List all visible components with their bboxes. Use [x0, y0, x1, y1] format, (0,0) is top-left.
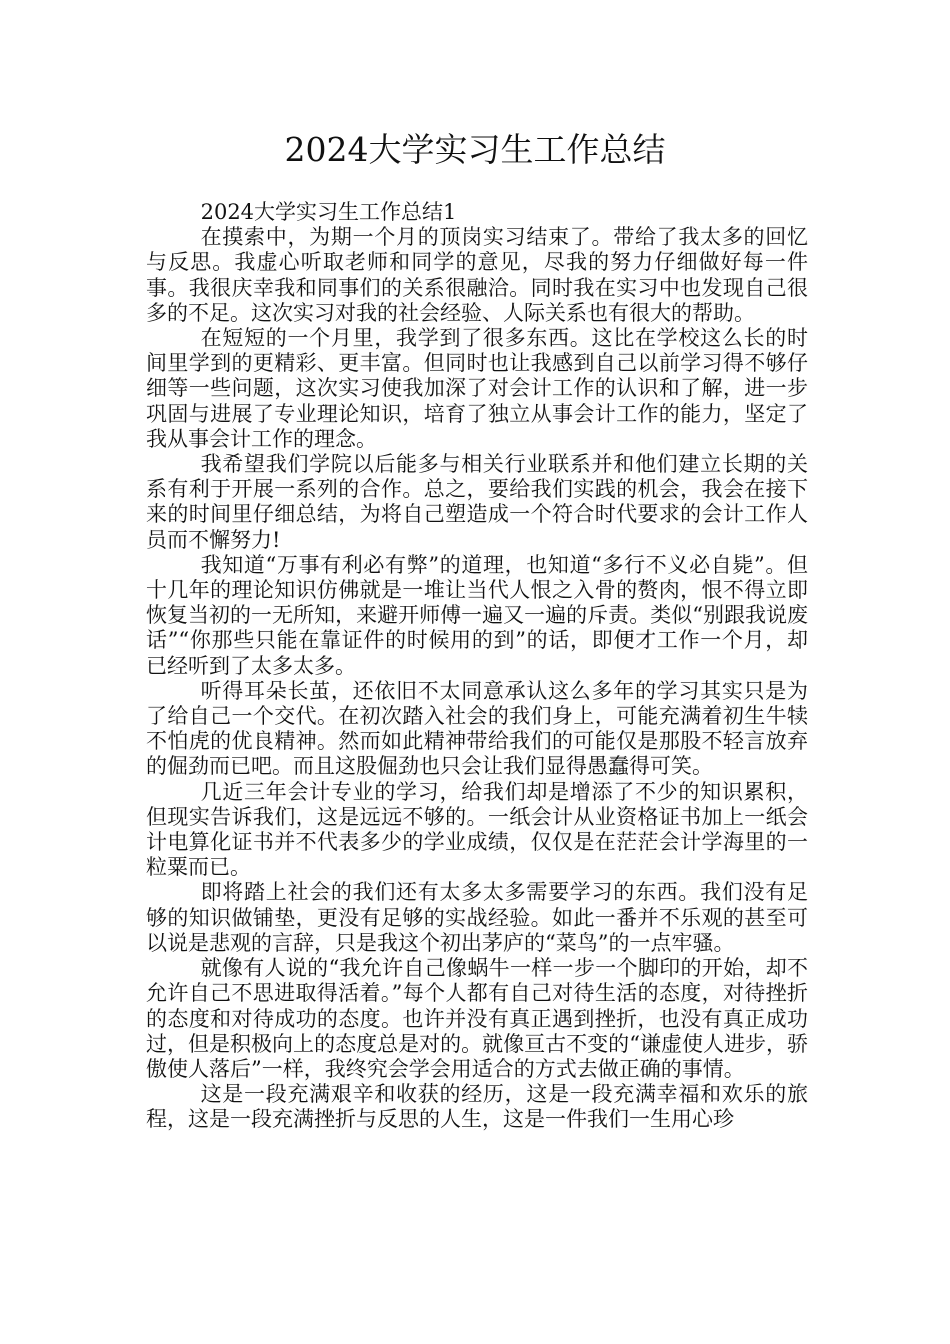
paragraph-1: 在摸索中，为期一个月的顶岗实习结束了。带给了我太多的回忆与反思。我虚心听取老师和同学的意见，尽我的努力仔细做好每一件事。我很庆幸我和同事们的关系很融洽。同时我在实习中也发现自己很多的不足。这次实习对我的社会经验、人际关系也有很大的帮助。 — [146, 225, 808, 325]
paragraph-4: 我知道“万事有利必有弊”的道理，也知道“多行不义必自毙”。但十几年的理论知识仿佛就是一堆让当代人恨之入骨的赘肉，恨不得立即恢复当初的一无所知，来避开师傅一遍又一遍的斥责。类似“别跟我说废话”“你那些只能在靠证件的时候用的到”的话，即便才工作一个月，却已经听到了太多太多。 — [146, 552, 808, 678]
paragraph-6: 几近三年会计专业的学习，给我们却是增添了不少的知识累积，但现实告诉我们，这是远远不够的。一纸会计从业资格证书加上一纸会计电算化证书并不代表多少的学业成绩，仅仅是在茫茫会计学海里的一粒粟而已。 — [146, 779, 808, 880]
document-title: 2024大学实习生工作总结 — [284, 130, 666, 169]
section-heading: 2024大学实习生工作总结1 — [200, 200, 457, 224]
paragraph-9: 这是一段充满艰辛和收获的经历，这是一段充满幸福和欢乐的旅程，这是一段充满挫折与反思的人生，这是一件我们一生用心珍 — [146, 1082, 808, 1132]
paragraph-7: 即将踏上社会的我们还有太多太多需要学习的东西。我们没有足够的知识做铺垫，更没有足够的实战经验。如此一番并不乐观的甚至可以说是悲观的言辞，只是我这个初出茅庐的“菜鸟”的一点牢骚。 — [146, 880, 808, 955]
paragraph-8: 就像有人说的“我允许自己像蜗牛一样一步一个脚印的开始，却不允许自己不思进取得活着。”每个人都有自己对待生活的态度，对待挫折的态度和对待成功的态度。也许并没有真正遇到挫折，也没有真正成功过，但是积极向上的态度总是对的。就像亘古不变的“谦虚使人进步，骄傲使人落后”一样，我终究会学会用适合的方式去做正确的事情。 — [146, 956, 808, 1081]
document-body — [146, 200, 808, 1133]
paragraph-2: 在短短的一个月里，我学到了很多东西。这比在学校这么长的时间里学到的更精彩、更丰富。但同时也让我感到自己以前学习得不够仔细等一些问题，这次实习使我加深了对会计工作的认识和了解，进一步巩固与进展了专业理论知识，培育了独立从事会计工作的能力，坚定了我从事会计工作的理念。 — [146, 326, 808, 451]
paragraph-3: 我希望我们学院以后能多与相关行业联系并和他们建立长期的关系有利于开展一系列的合作。总之，要给我们实践的机会，我会在接下来的时间里仔细总结，为将自己塑造成一个符合时代要求的会计工作人员而不懈努力! — [146, 452, 808, 552]
paragraph-5: 听得耳朵长茧，还依旧不太同意承认这么多年的学习其实只是为了给自己一个交代。在初次踏入社会的我们身上，可能充满着初生牛犊不怕虎的优良精神。然而如此精神带给我们的可能仅是那股不轻言放弃的倔劲而已吧。而且这股倔劲也只会让我们显得愚蠢得可笑。 — [146, 678, 808, 779]
